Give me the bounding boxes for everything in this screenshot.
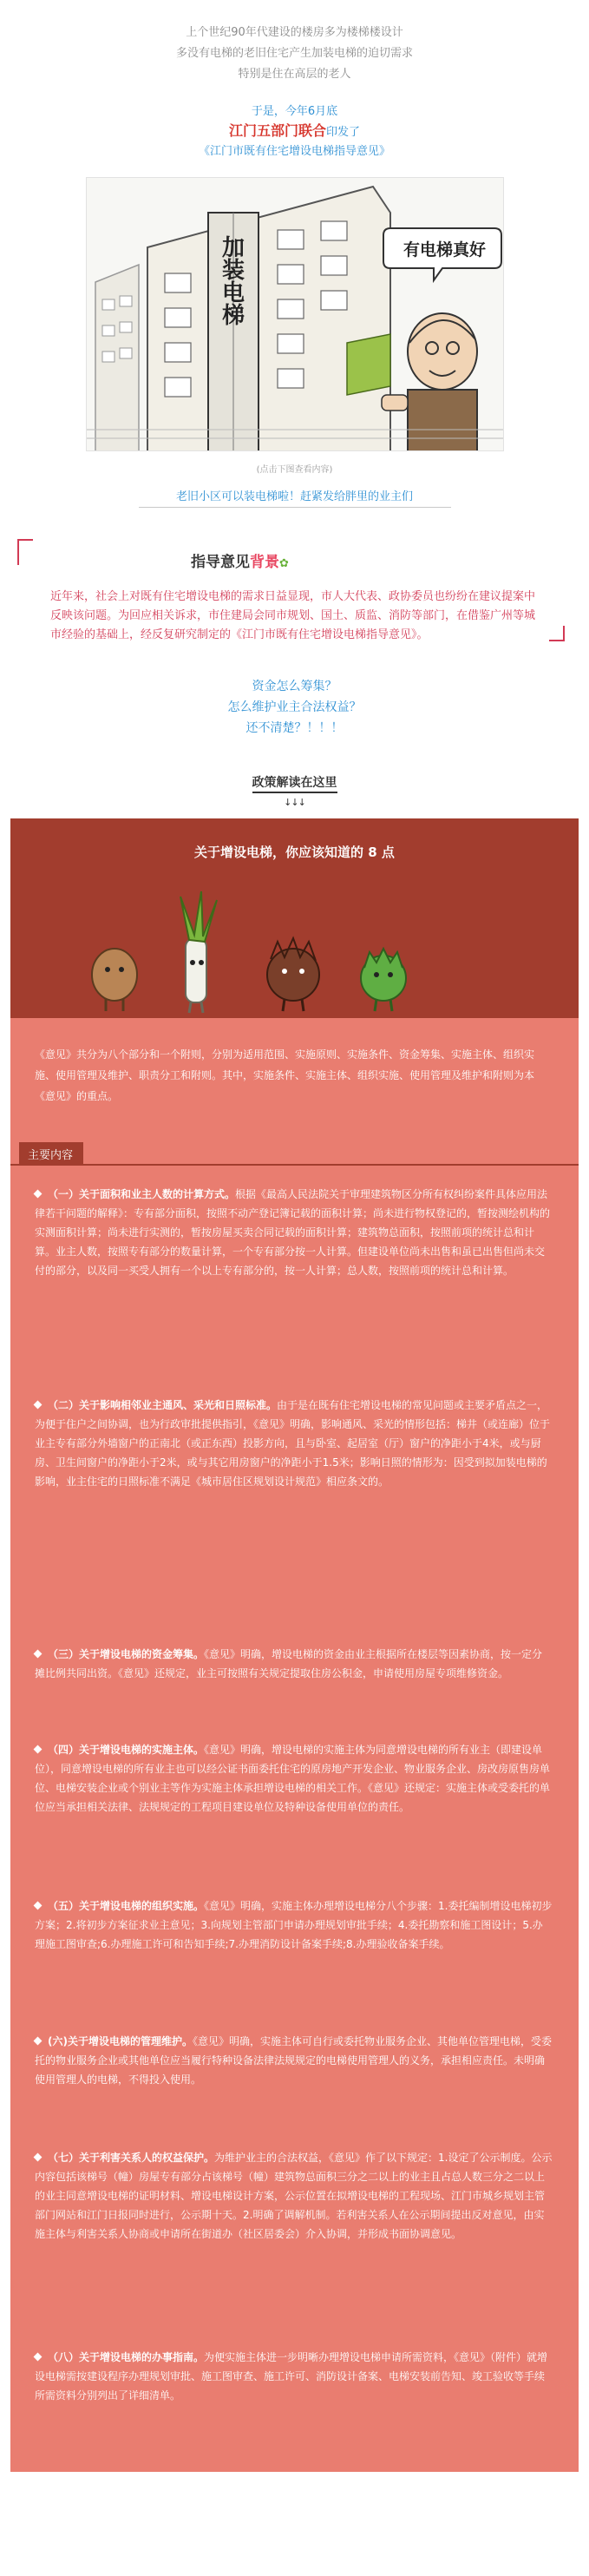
item-heading: （二）关于影响相邻业主通风、采光和日照标准。 bbox=[48, 1399, 278, 1411]
item-heading: （八）关于增设电梯的办事指南。 bbox=[48, 2351, 205, 2363]
announce-suffix: 印发了 bbox=[326, 126, 361, 139]
item-body: 《意见》明确，增设电梯的资金由业主根据所在楼层等因素协商，按一定分摊比例共同出资。《意见》还规定，业主可按照有关规定提取住房公积金，申请使用房屋专项维修资金。 bbox=[35, 1648, 543, 1679]
diamond-bullet-icon bbox=[34, 2037, 43, 2046]
announce-line bbox=[0, 122, 589, 142]
leaf-icon: ✿ bbox=[279, 557, 289, 570]
item-heading: (六)关于增设电梯的管理维护。 bbox=[48, 2035, 193, 2047]
item-body: 《意见》明确，实施主体可自行或委托物业服务企业、其他单位管理电梯，受委托的物业服务企业或其他单位应当履行特种设备法律法规规定的电梯使用管理人的义务，承担相应责任。未明确使用管理人的电梯，不得投入使用。 bbox=[35, 2035, 552, 2086]
item-heading: （四）关于增设电梯的实施主体。 bbox=[48, 1744, 205, 1756]
policy-item bbox=[35, 2348, 553, 2405]
cartoon-image[interactable] bbox=[86, 177, 504, 451]
item-body: 为维护业主的合法权益，《意见》作了以下规定：1.设定了公示制度。公示内容包括该梯号（幢）房屋专有部分占该梯号（幢）建筑物总面积三分之二以上的业主且占总人数三分之二以上的业主同意增设电梯的证明材料、增设电梯设计方案，公示位置在拟增设电梯的工程现场、江门市城乡规划主管部门网站和江门日报同时进行，公示期十天。2.明确了调解机制。若利害关系人在公示期间提出反对意见，由实施主体与利害关系人协商或申请所在街道办（社区居委会）介入协调，并形成书面协调意见。 bbox=[35, 2152, 553, 2240]
divider bbox=[10, 1164, 579, 1166]
opinion-heading bbox=[191, 549, 289, 571]
cartoon-vertical-text: 加装电梯 bbox=[218, 235, 245, 325]
item-body: 由于是在既有住宅增设电梯的常见问题或主要矛盾点之一，为便于住户之间协调，也为行政审批提供指引，《意见》明确，影响通风、采光的情形包括：梯井（或连廊）位于业主专有部分外墙窗户的正南北（或正东西）投影方向，且与卧室、起居室（厅）窗户的净距小于4米，或与厨房、卫生间窗户的净距小于2米，或与其它用房窗户的净距小于1.5米；影响日照的情形为：因受到拟加装电梯的影响，业主住宅的日照标准不满足《城市居住区规划设计规范》相应条文的。 bbox=[35, 1399, 551, 1488]
item-body: 为便实施主体进一步明晰办理增设电梯申请所需资料，《意见》（附件）就增设电梯需按建设程序办理规划审批、施工图审查、施工许可、消防设计备案、电梯安装前告知、竣工验收等手续所需资料分别列出了详细清单。 bbox=[35, 2351, 548, 2402]
down-arrows-icon: ↓↓↓ bbox=[284, 797, 305, 808]
policy-item bbox=[35, 2148, 553, 2244]
intro-line: 上个世纪90年代建设的楼房多为楼梯楼设计 bbox=[186, 26, 403, 39]
diamond-bullet-icon bbox=[34, 1650, 43, 1659]
questions-block bbox=[0, 676, 589, 739]
announce-block bbox=[0, 102, 589, 161]
opinion-title-b: 背景 bbox=[250, 554, 279, 571]
corner-decoration bbox=[549, 626, 565, 641]
item-body: 根据《最高人民法院关于审理建筑物区分所有权纠纷案件具体应用法律若干问题的解释》：专有部分面积，按照不动产登记簿记载的面积计算；尚未进行物权登记的，暂按测绘机构的实测面积计算；尚未进行实测的，暂按房屋买卖合同记载的面积计算；建筑物总面积，按照前项的统计总和计算。业主人数，按照专有部分的数量计算，一个专有部分按一人计算。但建设单位尚未出售和虽已出售但尚未交付的部分，以及同一买受人拥有一个以上专有部分的，按一人计算；总人数，按照前项的统计总和计算。 bbox=[35, 1188, 551, 1277]
question-line: 资金怎么筹集？ bbox=[252, 680, 337, 693]
item-body: 《意见》明确，实施主体办理增设电梯分八个步骤：1.委托编制增设电梯初步方案；2.将初步方案征求业主意见；3.向规划主管部门申请办理规划审批手续；4.委托勘察和施工图设计；5.办理施工图审查;6.办理施工许可和告知手续;7.办理消防设计备案手续;8.办理验收备案手续。 bbox=[35, 1900, 553, 1950]
policy-item bbox=[35, 1185, 553, 1280]
document-title: 《江门市既有住宅增设电梯指导意见》 bbox=[198, 145, 390, 158]
announce-prefix: 于是，今年6月底 bbox=[251, 105, 338, 118]
policy-panel bbox=[10, 818, 579, 2472]
opinion-background-box bbox=[17, 539, 565, 641]
diamond-bullet-icon bbox=[34, 1902, 43, 1910]
item-body: 《意见》明确，增设电梯的实施主体为同意增设电梯的所有业主（即建设单位），同意增设电梯的所有业主也可以经公证书面委托住宅的原房地产开发企业、物业服务企业、房改房原售房单位、电梯安装企业或个别业主等作为实施主体承担增设电梯的相关工作。《意见》还规定：实施主体或受委托的单位应当承担相关法律、法规规定的工程项目建设单位及特种设备使用单位的责任。 bbox=[35, 1744, 551, 1813]
announce-highlight: 江门五部门联合 bbox=[228, 122, 326, 139]
diamond-bullet-icon bbox=[34, 2153, 43, 2162]
intro-line: 多没有电梯的老旧住宅产生加装电梯的迫切需求 bbox=[175, 47, 413, 60]
item-heading: （三）关于增设电梯的资金筹集。 bbox=[48, 1648, 205, 1660]
image-caption: (点击下图查看内容) bbox=[256, 465, 333, 475]
policy-item bbox=[35, 1396, 553, 1491]
policy-item bbox=[35, 1896, 553, 1954]
section-title-text: 政策解读在这里 bbox=[252, 773, 337, 793]
opinion-body: 近年来，社会上对既有住宅增设电梯的需求日益显现，市人大代表、政协委员也纷纷在建议提案中反映该问题。为回应相关诉求，市住建局会同市规划、国土、质监、消防等部门，在借鉴广州等城市经验的基础上，经反复研究制定的《江门市既有住宅增设电梯指导意见》。 bbox=[50, 590, 536, 641]
diamond-bullet-icon bbox=[34, 1745, 43, 1754]
corner-decoration bbox=[17, 539, 33, 565]
item-heading: （五）关于增设电梯的组织实施。 bbox=[48, 1900, 205, 1912]
section-title bbox=[0, 773, 589, 793]
policy-item bbox=[35, 1740, 553, 1817]
diamond-bullet-icon bbox=[34, 1401, 43, 1410]
characters-illustration bbox=[71, 888, 453, 1014]
diamond-bullet-icon bbox=[34, 1190, 43, 1199]
cartoon-illustration bbox=[87, 178, 504, 451]
opinion-title-a: 指导意见 bbox=[191, 554, 250, 571]
intro-line: 特别是住在高层的老人 bbox=[238, 68, 351, 81]
share-link[interactable]: 老旧小区可以装电梯啦！赶紧发给胖里的业主们 bbox=[139, 487, 451, 508]
cartoon-bubble-text: 有电梯真好 bbox=[402, 240, 486, 260]
panel-title: 关于增设电梯，你应该知道的 8 点 bbox=[194, 844, 395, 860]
item-heading: （七）关于利害关系人的权益保护。 bbox=[48, 2152, 215, 2164]
panel-intro: 《意见》共分为八个部分和一个附则，分别为适用范围、实施原则、实施条件、资金筹集、实施主体、组织实施、使用管理及维护、职责分工和附则。其中，实施条件、实施主体、组织实施、使用管理及维护和附则为本《意见》的重点。 bbox=[35, 1048, 535, 1102]
intro-block bbox=[0, 0, 589, 85]
question-line: 怎么维护业主合法权益？ bbox=[227, 700, 362, 714]
policy-item bbox=[35, 2032, 553, 2089]
question-line: 还不清楚？！！！ bbox=[245, 721, 344, 735]
main-content-label: 主要内容 bbox=[19, 1142, 83, 1166]
item-heading: （一）关于面积和业主人数的计算方式。 bbox=[48, 1188, 236, 1200]
policy-item bbox=[35, 1645, 553, 1683]
diamond-bullet-icon bbox=[34, 2353, 43, 2362]
